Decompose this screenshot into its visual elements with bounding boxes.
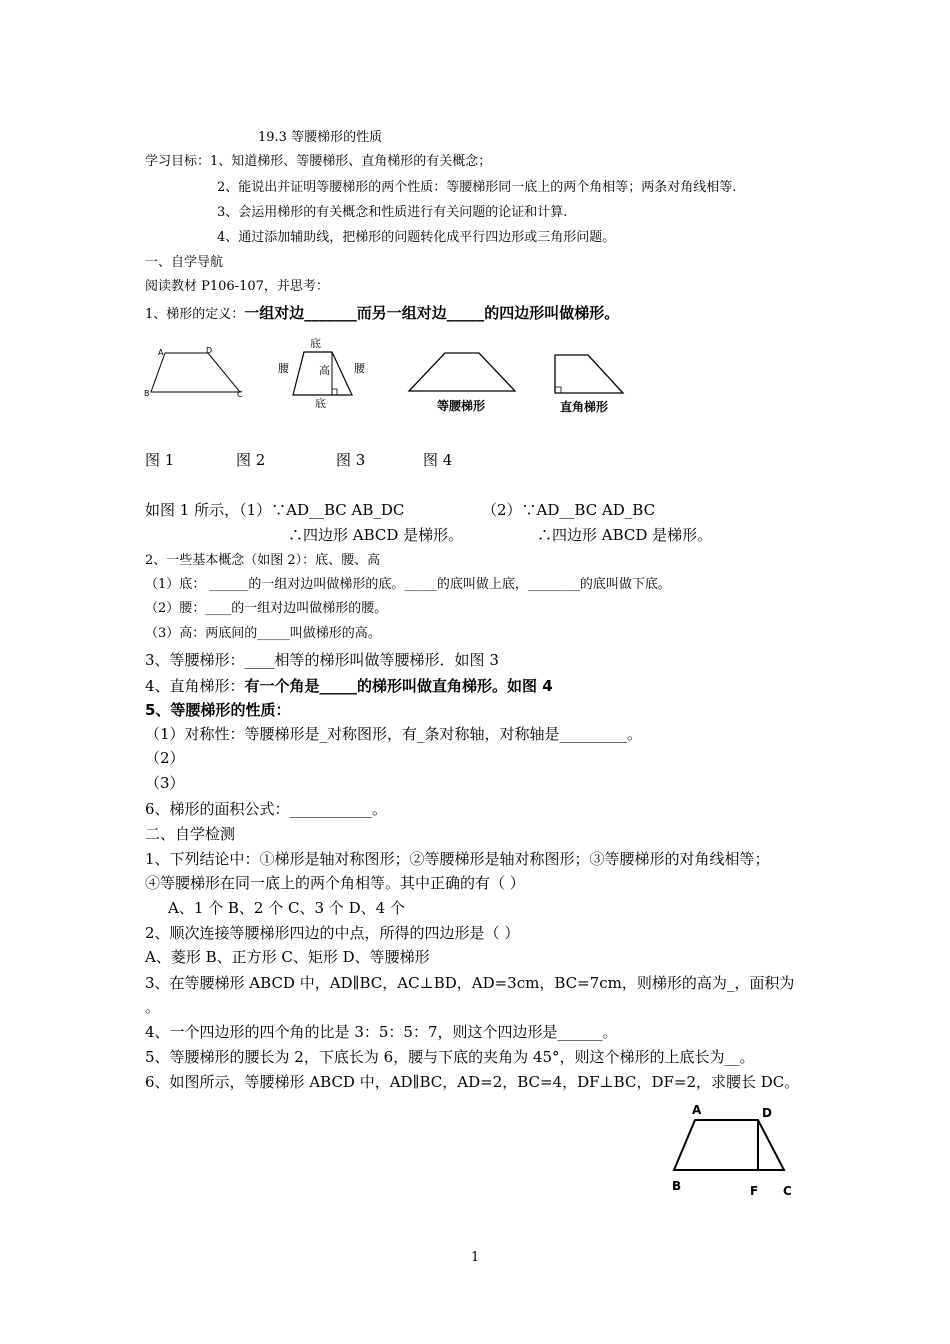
fig3-trapezoid-shape <box>409 353 515 391</box>
fig2-label-height: 高 <box>319 364 330 377</box>
objective-item: 4、通过添加辅助线，把梯形的问题转化成平行四边形或三角形问题。 <box>217 230 616 245</box>
right-trapezoid-definition <box>145 676 553 695</box>
fig1-trapezoid-shape <box>151 353 240 392</box>
fig2-label-bottom-base: 底 <box>315 397 326 410</box>
figure-3-isosceles-trapezoid <box>405 348 523 418</box>
question-3-line-1: 3、在等腰梯形 ABCD 中，AD∥BC，AC⊥BD，AD=3cm，BC=7cm，则梯形的高为_，面积为 <box>145 974 795 992</box>
fig4-caption: 直角梯形 <box>560 400 609 414</box>
right-def-text: 有一个角是_____的梯形叫做直角梯形。如图 4 <box>244 677 553 695</box>
fig1-label-a: A <box>158 348 164 357</box>
property-2: （2） <box>145 749 185 767</box>
question-1-options: A、1 个 B、2 个 C、3 个 D、4 个 <box>168 899 405 917</box>
q6-label-f: F <box>750 1184 759 1198</box>
concept-leg: （2）腰：____的一组对边叫做梯形的腰。 <box>145 601 388 616</box>
question-5: 5、等腰梯形的腰长为 2，下底长为 6，腰与下底的夹角为 45°，则这个梯形的上底长为__。 <box>145 1048 755 1066</box>
objective-item: 2、能说出并证明等腰梯形的两个性质：等腰梯形同一底上的两个角相等；两条对角线相等. <box>217 180 737 195</box>
concepts-heading: 2、一些基本概念（如图 2）：底、腰、高 <box>145 553 381 568</box>
question-1-line-1: 1、下列结论中：①梯形是轴对称图形；②等腰梯形是轴对称图形；③等腰梯形的对角线相等； <box>145 850 770 868</box>
fig1-label-d: D <box>206 346 213 355</box>
fig1-label-b: B <box>144 389 150 398</box>
figure-caption-4: 图 4 <box>423 451 453 469</box>
question-1-line-2: ④等腰梯形在同一底上的两个角相等。其中正确的有（ ） <box>145 874 525 892</box>
question-6-figure <box>664 1098 800 1202</box>
q6-label-d: D <box>762 1106 772 1120</box>
proof-case-2: （2）∵AD__BC AD_BC <box>482 501 656 519</box>
definition-prefix: 1、梯形的定义： <box>145 307 245 322</box>
q6-label-a: A <box>692 1103 702 1117</box>
fig2-label-top-base: 底 <box>310 337 321 350</box>
figure-2-trapezoid-parts <box>274 334 384 410</box>
trapezoid-definition <box>145 303 619 323</box>
question-2: 2、顺次连接等腰梯形四边的中点，所得的四边形是（ ） <box>145 924 520 942</box>
proof-conclusion-2: ∴四边形 ABCD 是梯形。 <box>537 526 713 544</box>
objective-item: 3、会运用梯形的有关概念和性质进行有关问题的论证和计算. <box>217 205 568 220</box>
fig3-caption: 等腰梯形 <box>437 399 486 413</box>
fig4-right-angle-mark <box>555 387 561 393</box>
property-3: （3） <box>145 774 185 792</box>
definition-text: 一组对边_______而另一组对边_____的四边形叫做梯形。 <box>244 304 620 322</box>
figure-1-trapezoid <box>140 340 252 404</box>
right-def-prefix: 4、直角梯形： <box>145 677 245 695</box>
objectives-lead: 学习目标：1、知道梯形、等腰梯形、直角梯形的有关概念； <box>145 154 492 169</box>
fig2-label-right-leg: 腰 <box>354 362 365 375</box>
question-3-line-2: 。 <box>145 998 161 1016</box>
concept-base: （1）底： ______的一组对边叫做梯形的底。_____的底叫做上底，________的底叫做下底。 <box>145 577 671 592</box>
q6-trapezoid-shape <box>674 1120 784 1170</box>
section-heading-2: 二、自学检测 <box>145 825 236 843</box>
concept-height: （3）高：两底间的_____叫做梯形的高。 <box>145 626 381 641</box>
question-4: 4、一个四边形的四个角的比是 3：5：5：7，则这个四边形是______。 <box>145 1023 618 1041</box>
fig1-label-c: C <box>237 390 243 399</box>
reading-instruction: 阅读教材 P106-107，并思考： <box>145 279 329 294</box>
area-formula: 6、梯形的面积公式：___________。 <box>145 800 388 818</box>
proof-conclusion-1: ∴四边形 ABCD 是梯形。 <box>288 526 464 544</box>
fig4-trapezoid-shape <box>555 355 623 393</box>
isosceles-definition: 3、等腰梯形：____相等的梯形叫做等腰梯形．如图 3 <box>145 651 499 669</box>
property-symmetry: （1）对称性：等腰梯形是_对称图形，有_条对称轴，对称轴是_________。 <box>145 725 643 743</box>
figure-caption-3: 图 3 <box>336 451 366 469</box>
q6-label-c: C <box>783 1184 792 1198</box>
figure-caption-2: 图 2 <box>236 451 266 469</box>
figure-caption-1: 图 1 <box>145 451 175 469</box>
proof-case-1: 如图 1 所示，（1）∵AD__BC AB_DC <box>145 501 405 519</box>
properties-heading: 5、等腰梯形的性质： <box>145 701 291 719</box>
page-title: 19.3 等腰梯形的性质 <box>258 130 383 145</box>
question-2-options: A、菱形 B、正方形 C、矩形 D、等腰梯形 <box>145 948 430 966</box>
question-6: 6、如图所示，等腰梯形 ABCD 中，AD∥BC，AD=2，BC=4，DF⊥BC，DF=2，求腰长 DC。 <box>145 1073 800 1091</box>
figure-4-right-trapezoid <box>550 350 632 420</box>
q6-label-b: B <box>672 1179 682 1193</box>
fig2-label-left-leg: 腰 <box>278 362 289 375</box>
section-heading: 一、自学导航 <box>145 255 224 270</box>
fig2-right-angle-mark <box>332 389 337 395</box>
page-number: 1 <box>471 1250 480 1265</box>
